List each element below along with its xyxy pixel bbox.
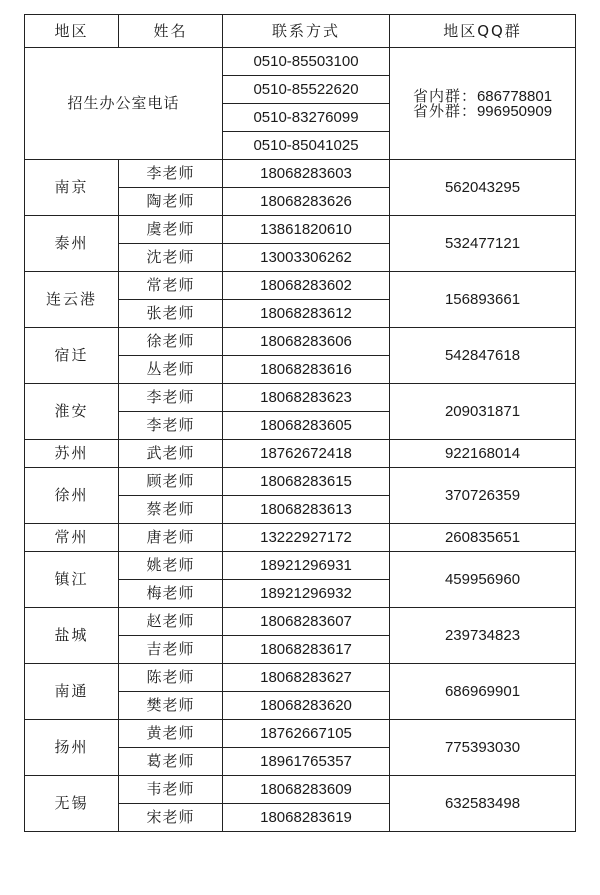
table-row <box>25 552 576 580</box>
teacher-name-cell: 常老师 <box>119 272 223 300</box>
header-name: 姓名 <box>119 15 223 48</box>
teacher-name-cell: 姚老师 <box>119 552 223 580</box>
table-row <box>25 608 576 636</box>
phone-cell: 18762672418 <box>223 440 390 468</box>
office-phone: 0510-83276099 <box>223 104 390 132</box>
table-row <box>25 468 576 496</box>
phone-cell: 18068283620 <box>223 692 390 720</box>
office-label: 招生办公室电话 <box>25 48 223 160</box>
qq-group-cell: 239734823 <box>390 608 576 664</box>
office-row <box>25 48 576 76</box>
teacher-name-cell: 陶老师 <box>119 188 223 216</box>
teacher-name-cell: 虞老师 <box>119 216 223 244</box>
teacher-name-cell: 赵老师 <box>119 608 223 636</box>
table-body <box>25 48 576 832</box>
header-row <box>25 15 576 48</box>
qq-group-cell: 632583498 <box>390 776 576 832</box>
region-cell: 南京 <box>25 160 119 216</box>
qq-group-cell: 775393030 <box>390 720 576 776</box>
qq-group-cell: 562043295 <box>390 160 576 216</box>
qq-group-cell: 156893661 <box>390 272 576 328</box>
region-cell: 无锡 <box>25 776 119 832</box>
teacher-name-cell: 徐老师 <box>119 328 223 356</box>
admissions-contact-table <box>24 14 576 832</box>
phone-cell: 13003306262 <box>223 244 390 272</box>
teacher-name-cell: 韦老师 <box>119 776 223 804</box>
qq-group-cell: 459956960 <box>390 552 576 608</box>
header-region: 地区 <box>25 15 119 48</box>
phone-cell: 18068283602 <box>223 272 390 300</box>
qq-group-cell: 686969901 <box>390 664 576 720</box>
teacher-name-cell: 吉老师 <box>119 636 223 664</box>
region-cell: 泰州 <box>25 216 119 272</box>
phone-cell: 18068283616 <box>223 356 390 384</box>
qq-group-cell: 542847618 <box>390 328 576 384</box>
region-cell: 常州 <box>25 524 119 552</box>
phone-cell: 18068283626 <box>223 188 390 216</box>
phone-cell: 18068283619 <box>223 804 390 832</box>
office-qq-line <box>390 101 575 120</box>
teacher-name-cell: 唐老师 <box>119 524 223 552</box>
teacher-name-cell: 李老师 <box>119 160 223 188</box>
teacher-name-cell: 李老师 <box>119 384 223 412</box>
table-row <box>25 328 576 356</box>
phone-cell: 18068283606 <box>223 328 390 356</box>
region-cell: 淮安 <box>25 384 119 440</box>
region-cell: 苏州 <box>25 440 119 468</box>
teacher-name-cell: 梅老师 <box>119 580 223 608</box>
office-qq-label: 省内群： <box>412 86 477 105</box>
teacher-name-cell: 陈老师 <box>119 664 223 692</box>
phone-cell: 18921296931 <box>223 552 390 580</box>
qq-group-cell: 922168014 <box>390 440 576 468</box>
phone-cell: 18961765357 <box>223 748 390 776</box>
phone-cell: 18068283609 <box>223 776 390 804</box>
phone-cell: 18921296932 <box>223 580 390 608</box>
teacher-name-cell: 丛老师 <box>119 356 223 384</box>
table-row <box>25 440 576 468</box>
phone-cell: 18762667105 <box>223 720 390 748</box>
phone-cell: 13861820610 <box>223 216 390 244</box>
office-phone: 0510-85041025 <box>223 132 390 160</box>
teacher-name-cell: 张老师 <box>119 300 223 328</box>
teacher-name-cell: 葛老师 <box>119 748 223 776</box>
office-qq-number: 996950909 <box>476 102 553 120</box>
table-row <box>25 524 576 552</box>
qq-group-cell: 532477121 <box>390 216 576 272</box>
table-row <box>25 272 576 300</box>
office-qq-label: 省外群： <box>412 101 477 120</box>
phone-cell: 18068283607 <box>223 608 390 636</box>
office-qq-number: 686778801 <box>476 87 553 105</box>
phone-cell: 18068283603 <box>223 160 390 188</box>
phone-cell: 18068283615 <box>223 468 390 496</box>
region-cell: 盐城 <box>25 608 119 664</box>
table-row <box>25 664 576 692</box>
teacher-name-cell: 蔡老师 <box>119 496 223 524</box>
phone-cell: 18068283623 <box>223 384 390 412</box>
header-qq-group: 地区QQ群 <box>390 15 576 48</box>
qq-group-cell: 370726359 <box>390 468 576 524</box>
teacher-name-cell: 樊老师 <box>119 692 223 720</box>
teacher-name-cell: 李老师 <box>119 412 223 440</box>
teacher-name-cell: 宋老师 <box>119 804 223 832</box>
phone-cell: 18068283612 <box>223 300 390 328</box>
region-cell: 镇江 <box>25 552 119 608</box>
phone-cell: 18068283613 <box>223 496 390 524</box>
teacher-name-cell: 沈老师 <box>119 244 223 272</box>
office-phone: 0510-85503100 <box>223 48 390 76</box>
teacher-name-cell: 黄老师 <box>119 720 223 748</box>
qq-group-cell: 260835651 <box>390 524 576 552</box>
table-row <box>25 216 576 244</box>
office-phone: 0510-85522620 <box>223 76 390 104</box>
office-qq-groups <box>390 48 576 160</box>
table-row <box>25 384 576 412</box>
header-contact: 联系方式 <box>223 15 390 48</box>
region-cell: 连云港 <box>25 272 119 328</box>
phone-cell: 18068283617 <box>223 636 390 664</box>
table-row <box>25 776 576 804</box>
region-cell: 宿迁 <box>25 328 119 384</box>
phone-cell: 18068283627 <box>223 664 390 692</box>
table-row <box>25 720 576 748</box>
table-row <box>25 160 576 188</box>
region-cell: 徐州 <box>25 468 119 524</box>
qq-group-cell: 209031871 <box>390 384 576 440</box>
phone-cell: 13222927172 <box>223 524 390 552</box>
region-cell: 扬州 <box>25 720 119 776</box>
teacher-name-cell: 武老师 <box>119 440 223 468</box>
region-cell: 南通 <box>25 664 119 720</box>
phone-cell: 18068283605 <box>223 412 390 440</box>
teacher-name-cell: 顾老师 <box>119 468 223 496</box>
